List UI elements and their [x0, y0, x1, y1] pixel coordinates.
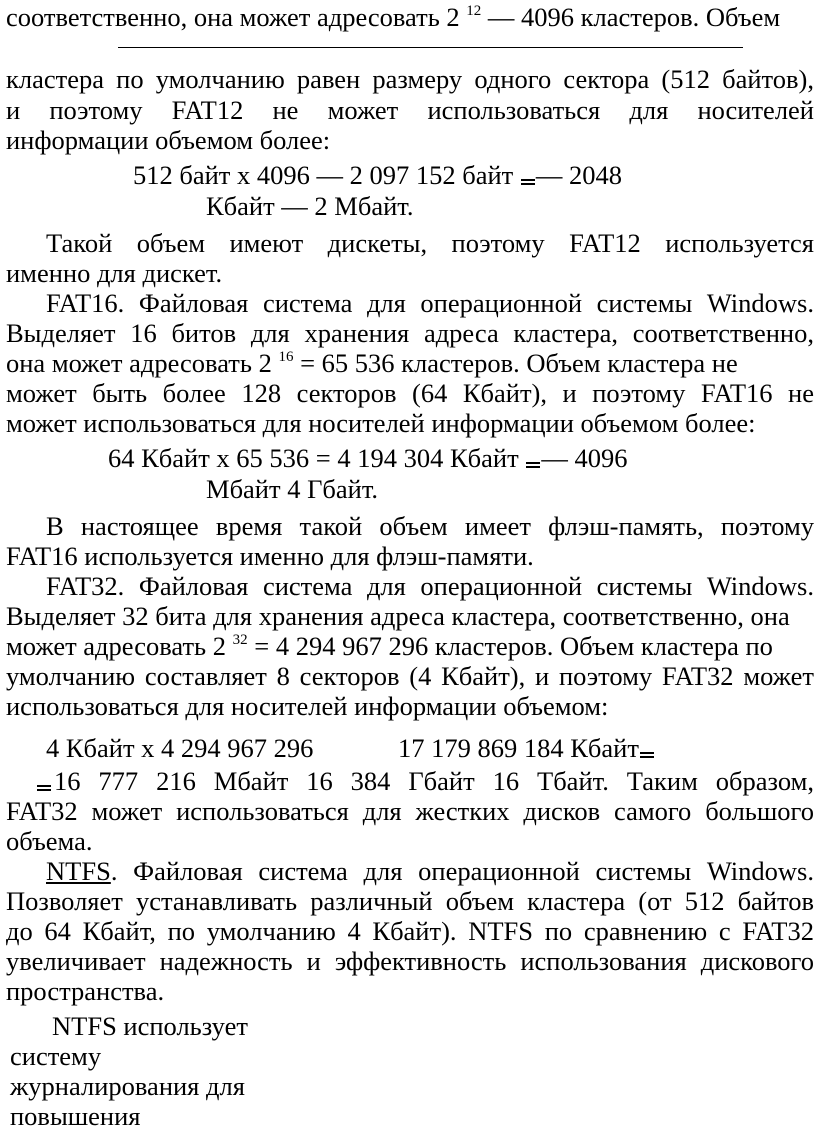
text-line-28: систему [10, 1041, 102, 1071]
text-run: 16 777 216 Мбайт 16 384 Гбайт 16 Тбайт. Таким образом, [54, 766, 814, 796]
text-line-27: NTFS использует [52, 1011, 248, 1041]
text-line-14: FAT32. Файловая система для операционной системы Windows. [46, 571, 814, 601]
text-line-10: может быть более 128 секторов (64 Кбайт), и поэтому FAT16 не [6, 378, 814, 408]
superscript: 16 [278, 349, 294, 365]
text-run: — 4096 кластеров. Объем [481, 2, 781, 32]
text-line-16 [6, 631, 814, 661]
text-run: она может адресовать 2 [6, 348, 279, 378]
text-line-11: может использоваться для носителей информации объемом более: [6, 408, 756, 438]
text-line-30: повышения [10, 1101, 141, 1131]
text-run: = 65 536 кластеров. Объем кластера не [293, 348, 738, 378]
superscript: 12 [466, 3, 482, 19]
text-line-20: FAT32 может использоваться для жестких дисков самого большого [6, 796, 814, 826]
ntfs-term: NTFS [46, 856, 111, 886]
formula-line-1 [133, 160, 693, 190]
formula-text: — 2048 [535, 160, 623, 190]
text-line-13: FAT16 используется именно для флэш-памяти. [6, 541, 534, 571]
text-line-25: увеличивает надежность и эффективность использования дискового [6, 946, 814, 976]
formula-line-2: Кбайт — 2 Мбайт. [206, 191, 414, 221]
horizontal-rule [118, 47, 743, 48]
approx-equals-icon [520, 170, 536, 184]
superscript: 32 [232, 632, 248, 648]
text-line-5: Такой объем имеют дискеты, поэтому FAT12 используется [46, 228, 814, 258]
text-line-2: кластера по умолчанию равен размеру одного сектора (512 байтов), [6, 64, 814, 94]
text-line-19 [54, 766, 814, 796]
formula-line-4: Мбайт 4 Гбайт. [206, 474, 379, 504]
text-line-17: умолчанию составляет 8 секторов (4 Кбайт), и поэтому FAT32 может [6, 661, 814, 691]
text-line-9 [6, 348, 814, 378]
text-line-4: информации объемом более: [6, 125, 331, 155]
formula-text: — 4096 [541, 443, 628, 473]
text-run: . Файловая система для операционной системы Windows. [110, 856, 814, 886]
text-line-7: FAT16. Файловая система для операционной системы Windows. [46, 288, 814, 318]
formula-text: 512 байт х 4096 — 2 097 152 байт [133, 160, 520, 190]
text-line-29: журналирования для [10, 1071, 245, 1101]
text-line-3: и поэтому FAT12 не может использоваться для носителей [6, 95, 814, 125]
formula-line-3 [108, 443, 728, 473]
text-line-18: использоваться для носителей информации объемом: [6, 691, 609, 721]
text-line-21: объема. [6, 826, 93, 856]
text-line-12: В настоящее время такой объем имеет флэш-память, поэтому [46, 511, 814, 541]
text-line-1 [6, 2, 814, 32]
formula-text: 17 179 869 184 Кбайт [398, 733, 639, 763]
approx-equals-icon [525, 453, 541, 467]
text-line-8: Выделяет 16 битов для хранения адреса кластера, соответственно, [6, 318, 814, 348]
text-line-15: Выделяет 32 бита для хранения адреса кластера, соответственно, она [6, 601, 790, 631]
approx-equals-icon [639, 743, 655, 757]
text-line-26: пространства. [6, 976, 165, 1006]
text-run: может адресовать 2 [6, 631, 233, 661]
text-line-24: до 64 Кбайт, по умолчанию 4 Кбайт). NTFS по сравнению с FAT32 [6, 916, 814, 946]
text-run: = 4 294 967 296 кластеров. Объем кластера по [247, 631, 773, 661]
text-run: соответственно, она может адресовать 2 [6, 2, 467, 32]
formula-line-5: 4 Кбайт х 4 294 967 296 [46, 733, 314, 763]
text-line-22 [6, 856, 814, 886]
formula-line-6 [398, 733, 698, 763]
text-line-6: именно для дискет. [6, 258, 223, 288]
approx-equals-icon [36, 776, 52, 790]
text-line-23: Позволяет устанавливать различный объем кластера (от 512 байтов [6, 886, 814, 916]
formula-text: 64 Кбайт х 65 536 = 4 194 304 Кбайт [108, 443, 526, 473]
